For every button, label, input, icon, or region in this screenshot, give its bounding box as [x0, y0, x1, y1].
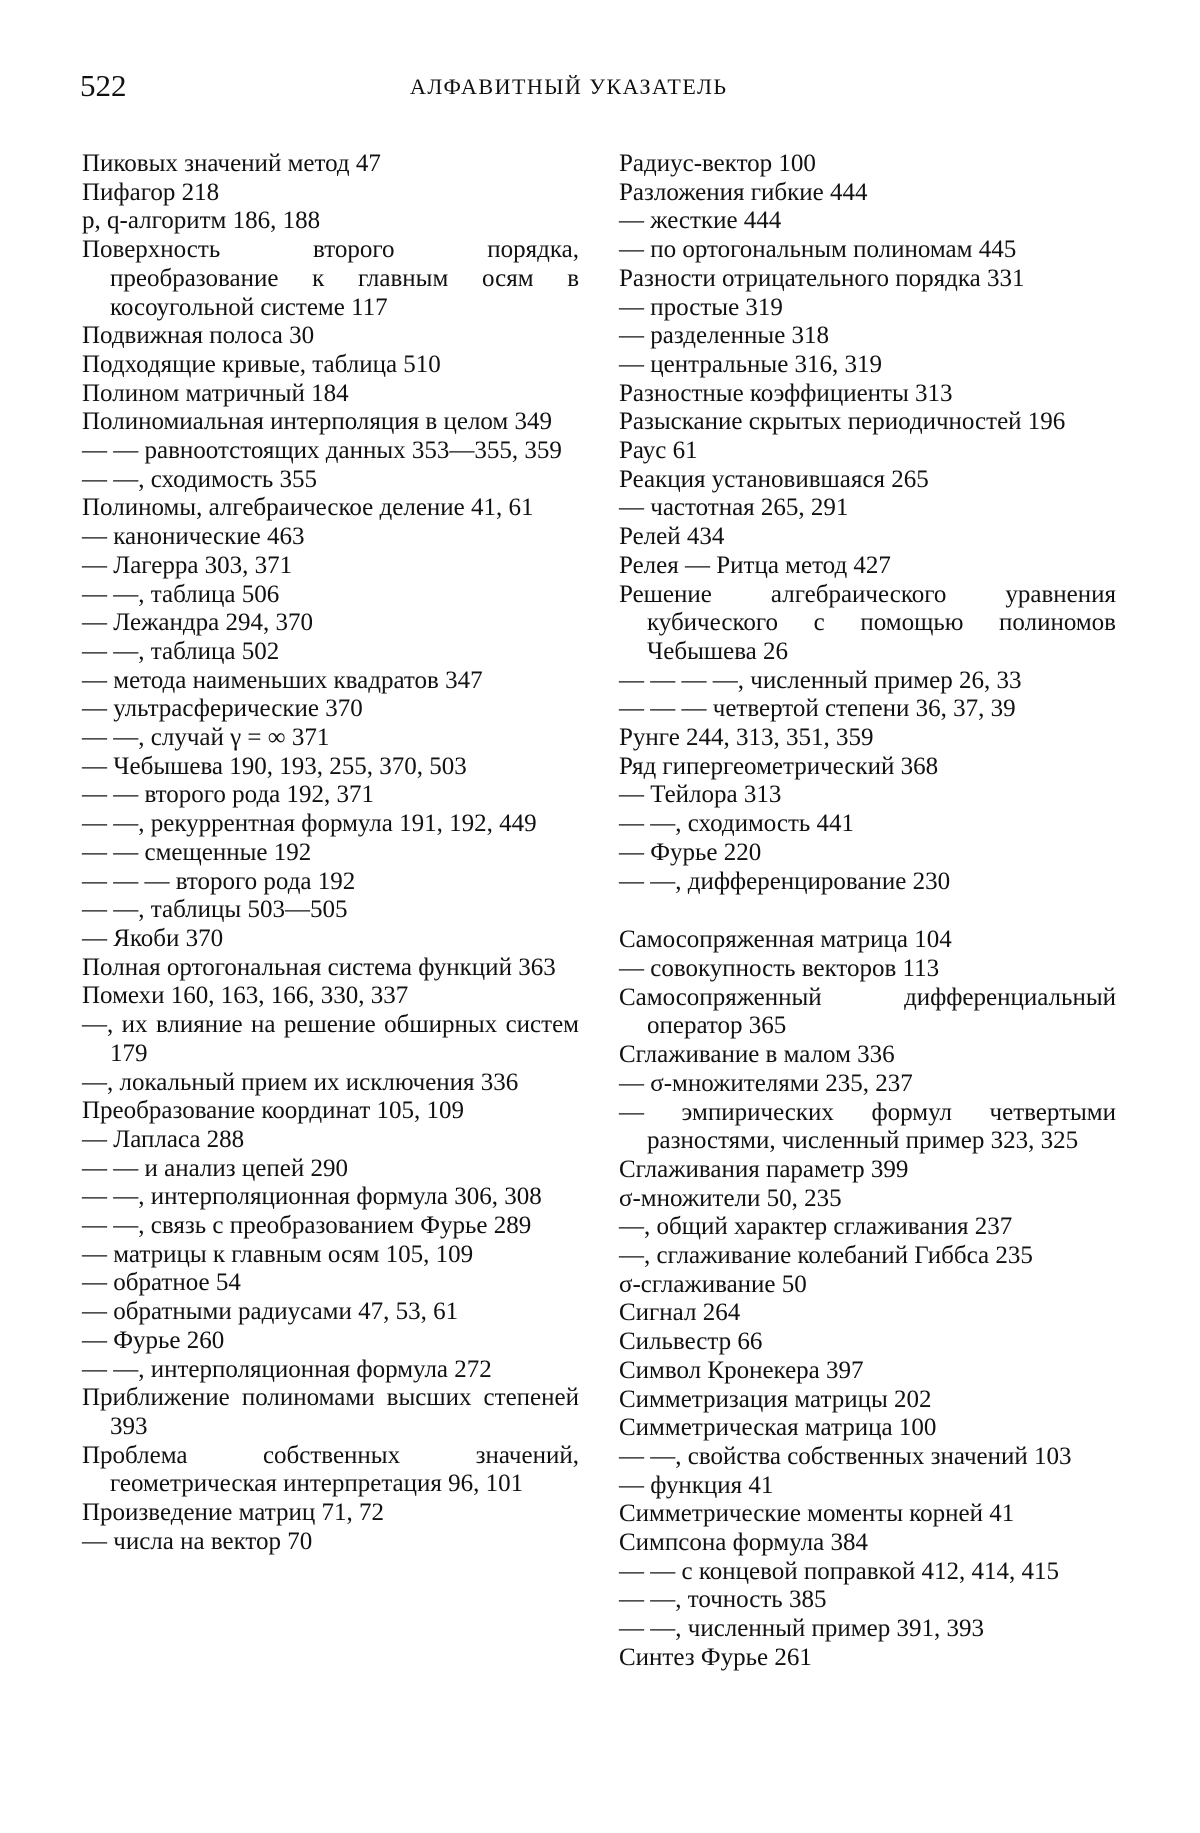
index-entry: — — и анализ цепей 290	[82, 1154, 348, 1182]
index-entry: — функция 41	[619, 1471, 774, 1499]
index-entry: — частотная 265, 291	[619, 494, 849, 522]
index-entry: — — — второго рода 192	[82, 867, 356, 895]
index-entry: — Якоби 370	[82, 924, 224, 952]
index-entry: — —, таблица 506	[82, 580, 280, 608]
index-entry: Разыскание скрытых периодичностей 196	[619, 408, 1066, 436]
index-entry: Синтез Фурье 261	[619, 1643, 812, 1671]
index-entry: — эмпирических формул четвертыми разностями, численный пример 323, 325	[619, 1098, 1116, 1155]
index-entry: — —, связь с преобразованием Фурье 289	[82, 1212, 532, 1240]
index-entry: Радиус-вектор 100	[619, 150, 816, 177]
index-entry: — — равноотстоящих данных 353—355, 359	[82, 437, 562, 465]
index-entry: Симметрическая матрица 100	[619, 1414, 937, 1442]
index-entry: Символ Кронекера 397	[619, 1356, 864, 1384]
index-entry: Подвижная полоса 30	[82, 322, 315, 350]
index-entry: Решение алгебраического уравнения кубического с помощью полиномов Чебышева 26	[619, 580, 1116, 665]
index-entry: Самосопряженный дифференциальный оператор 365	[619, 983, 1116, 1040]
index-entry: — — с концевой поправкой 412, 414, 415	[619, 1557, 1060, 1585]
index-entry: Преобразование координат 105, 109	[82, 1097, 465, 1125]
index-entry: Полиномы, алгебраическое деление 41, 61	[82, 494, 534, 522]
index-entry: Самосопряженная матрица 104	[619, 926, 952, 954]
index-entry: — σ-множителями 235, 237	[619, 1069, 913, 1097]
index-entry: Разности отрицательного порядка 331	[619, 264, 1025, 292]
index-entry: σ-множители 50, 235	[619, 1184, 842, 1212]
index-entry: — —, таблицы 503—505	[82, 896, 348, 924]
index-entry: — Фурье 260	[82, 1326, 225, 1354]
index-entry: — —, случай γ = ∞ 371	[82, 724, 330, 752]
index-entry: — — второго рода 192, 371	[82, 781, 375, 809]
index-entry: Реакция установившаяся 265	[619, 465, 929, 493]
index-entry: — матрицы к главным осям 105, 109	[82, 1240, 474, 1268]
index-entry: — —, сходимость 441	[619, 810, 855, 838]
index-entry: — Лапласа 288	[82, 1125, 245, 1153]
index-entry: — по ортогональным полиномам 445	[619, 236, 1017, 264]
index-entry: — разделенные 318	[619, 322, 830, 350]
index-entry: — —, рекуррентная формула 191, 192, 449	[82, 810, 537, 838]
index-entry: — обратное 54	[82, 1269, 241, 1297]
index-entry: Проблема собственных значений, геометрическая интерпретация 96, 101	[82, 1441, 579, 1498]
index-entry: Разложения гибкие 444	[619, 178, 868, 206]
index-entry: p, q-алгоритм 186, 188	[82, 207, 321, 235]
index-entry: — простые 319	[619, 293, 783, 321]
index-entry: Симметрические моменты корней 41	[619, 1500, 1015, 1528]
index-entry: — канонические 463	[82, 523, 305, 551]
index-entry: Рунге 244, 313, 351, 359	[619, 724, 874, 752]
index-column-right	[619, 150, 1116, 1673]
index-entry: Произведение матриц 71, 72	[82, 1499, 384, 1527]
index-entry: — обратными радиусами 47, 53, 61	[82, 1298, 459, 1326]
index-entry: Сглаживание в малом 336	[619, 1041, 895, 1069]
index-entry: — —, интерполяционная формула 272	[82, 1355, 492, 1383]
index-entry: Симпсона формула 384	[619, 1529, 868, 1557]
page-number: 522	[80, 68, 127, 103]
index-entry: Симметризация матрицы 202	[619, 1385, 932, 1413]
index-entry: — метода наименьших квадратов 347	[82, 666, 483, 694]
index-entry: —, локальный прием их исключения 336	[82, 1068, 519, 1096]
index-entry: — —, численный пример 391, 393	[619, 1615, 984, 1643]
index-entry: Полная ортогональная система функций 363	[82, 953, 556, 981]
index-entry: Релей 434	[619, 523, 725, 551]
index-entry: — жесткие 444	[619, 207, 782, 235]
index-entry: — —, интерполяционная формула 306, 308	[82, 1183, 542, 1211]
index-entry: — — — четвертой степени 36, 37, 39	[619, 695, 1016, 723]
index-entry: Полиномиальная интерполяция в целом 349	[82, 408, 553, 436]
index-entry: Ряд гипергеометрический 368	[619, 752, 939, 780]
index-entry: — — — —, численный пример 26, 33	[619, 666, 1022, 694]
index-entry: σ-сглаживание 50	[619, 1270, 807, 1298]
index-entry: Подходящие кривые, таблица 510	[82, 350, 441, 378]
index-entry: Сильвестр 66	[619, 1328, 763, 1356]
index-entry: — ультрасферические 370	[82, 695, 363, 723]
index-entry: — числа на вектор 70	[82, 1527, 313, 1555]
index-entry: — Чебышева 190, 193, 255, 370, 503	[82, 752, 467, 780]
index-entry: Раус 61	[619, 437, 698, 465]
index-entry: —, сглаживание колебаний Гиббса 235	[619, 1242, 1033, 1270]
index-entry: — Фурье 220	[619, 838, 762, 866]
index-entry: — —, таблица 502	[82, 637, 280, 665]
index-entry: — —, точность 385	[619, 1586, 827, 1614]
index-entry: — Тейлора 313	[619, 781, 782, 809]
index-entry: — —, сходимость 355	[82, 465, 318, 493]
index-entry: — —, дифференцирование 230	[619, 867, 951, 895]
index-entry: — центральные 316, 319	[619, 350, 883, 378]
index-entry: Разностные коэффициенты 313	[619, 379, 953, 407]
index-entry: Приближение полиномами высших степеней 393	[82, 1384, 579, 1440]
index-entry: — Лагерра 303, 371	[82, 551, 293, 579]
index-entry: Полином матричный 184	[82, 379, 349, 407]
index-entry: Пиковых значений метод 47	[82, 150, 381, 177]
index-entry: —, общий характер сглаживания 237	[619, 1213, 1013, 1241]
index-entry: — —, свойства собственных значений 103	[619, 1442, 1072, 1470]
running-title: АЛФАВИТНЫЙ УКАЗАТЕЛЬ	[410, 74, 728, 99]
index-entry: —, их влияние на решение обширных систем 179	[82, 1011, 579, 1067]
index-entry: Сглаживания параметр 399	[619, 1155, 909, 1183]
index-entry: Релея — Ритца метод 427	[619, 551, 891, 579]
index-entry: — совокупность векторов 113	[619, 954, 940, 982]
index-entry: — Лежандра 294, 370	[82, 609, 313, 637]
index-entry: Пифагор 218	[82, 178, 220, 206]
index-entry: Помехи 160, 163, 166, 330, 337	[82, 982, 409, 1010]
index-entry: — — смещенные 192	[82, 838, 312, 866]
index-entry: Сигнал 264	[619, 1299, 741, 1327]
index-column-left	[82, 150, 579, 1556]
index-entry: Поверхность второго порядка, преобразование к главным осям в косоугольной системе 117	[82, 236, 579, 321]
